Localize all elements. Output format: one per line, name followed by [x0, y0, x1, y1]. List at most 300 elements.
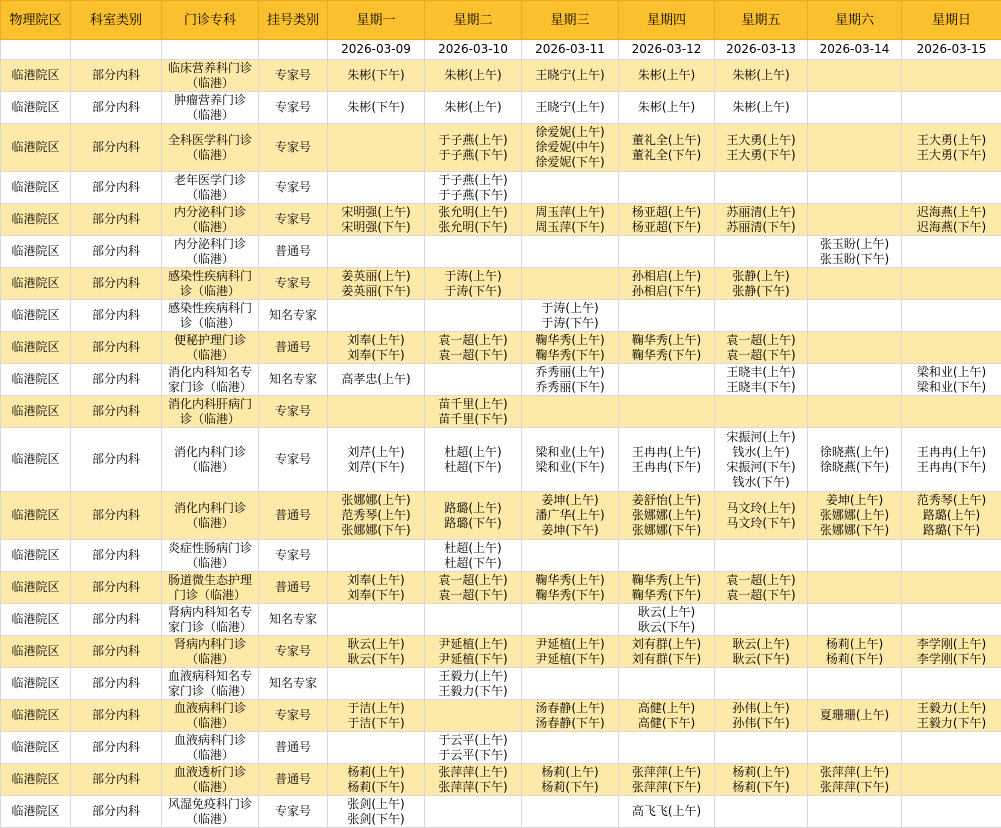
- doctor-shift: 刘有群(下午): [619, 652, 714, 667]
- schedule-cell-saturday: [808, 604, 902, 636]
- schedule-cell-saturday: [808, 396, 902, 428]
- date-wednesday: 2026-03-11: [522, 40, 619, 60]
- schedule-cell-saturday: [808, 732, 902, 764]
- table-row: [1, 332, 1001, 364]
- schedule-cell-friday: [715, 60, 808, 92]
- category-cell: 部分内科: [71, 492, 162, 540]
- category-cell: 部分内科: [71, 604, 162, 636]
- header-wednesday: 星期三: [522, 1, 619, 40]
- doctor-shift: 高健(上午): [619, 701, 714, 716]
- clinic-cell: [162, 60, 259, 92]
- table-row: [1, 636, 1001, 668]
- doctor-shift: 朱彬(上午): [425, 68, 521, 83]
- doctor-shift: 徐爱妮(下午): [522, 155, 618, 170]
- reg-type-cell: 普通号: [259, 332, 328, 364]
- header-campus: 物理院区: [1, 1, 71, 40]
- clinic-name-line: 诊（临港）: [162, 412, 258, 427]
- reg-type-cell: 普通号: [259, 764, 328, 796]
- schedule-cell-friday: [715, 572, 808, 604]
- schedule-cell-wednesday: [522, 700, 619, 732]
- schedule-cell-tuesday: [425, 764, 522, 796]
- schedule-cell-monday: [328, 204, 425, 236]
- table-row: [1, 236, 1001, 268]
- doctor-shift: 苏丽清(上午): [715, 205, 807, 220]
- doctor-shift: 张剑(上午): [328, 797, 424, 812]
- schedule-cell-wednesday: [522, 364, 619, 396]
- schedule-cell-thursday: [619, 268, 715, 300]
- schedule-cell-wednesday: [522, 636, 619, 668]
- doctor-shift: 马文玲(下午): [715, 516, 807, 531]
- doctor-shift: 路璐(上午): [902, 508, 1001, 523]
- schedule-cell-thursday: [619, 364, 715, 396]
- campus-cell: 临港院区: [1, 668, 71, 700]
- schedule-cell-friday: [715, 300, 808, 332]
- campus-cell: 临港院区: [1, 572, 71, 604]
- clinic-name-line: （临港）: [162, 460, 258, 475]
- clinic-name-line: 临床营养科门诊: [162, 61, 258, 76]
- schedule-cell-wednesday: [522, 268, 619, 300]
- schedule-cell-saturday: [808, 572, 902, 604]
- doctor-shift: 苗千里(下午): [425, 412, 521, 427]
- campus-cell: 临港院区: [1, 124, 71, 172]
- schedule-cell-monday: [328, 668, 425, 700]
- doctor-shift: 于洁(上午): [328, 701, 424, 716]
- schedule-cell-tuesday: [425, 732, 522, 764]
- schedule-cell-wednesday: [522, 732, 619, 764]
- doctor-shift: 袁一超(下午): [425, 588, 521, 603]
- schedule-cell-sunday: [902, 124, 1001, 172]
- clinic-cell: [162, 572, 259, 604]
- doctor-shift: 刘奉(下午): [328, 348, 424, 363]
- category-cell: 部分内科: [71, 636, 162, 668]
- schedule-cell-tuesday: [425, 60, 522, 92]
- doctor-shift: 杨莉(上午): [522, 765, 618, 780]
- schedule-cell-saturday: [808, 668, 902, 700]
- doctor-shift: 张萍萍(上午): [619, 765, 714, 780]
- schedule-cell-thursday: [619, 604, 715, 636]
- doctor-shift: 王大勇(上午): [902, 133, 1001, 148]
- schedule-cell-monday: [328, 236, 425, 268]
- doctor-shift: 袁一超(下午): [715, 348, 807, 363]
- doctor-shift: 杨亚超(上午): [619, 205, 714, 220]
- campus-cell: 临港院区: [1, 172, 71, 204]
- clinic-name-line: （临港）: [162, 748, 258, 763]
- doctor-shift: 袁一超(上午): [425, 573, 521, 588]
- schedule-cell-tuesday: [425, 364, 522, 396]
- schedule-cell-thursday: [619, 396, 715, 428]
- schedule-cell-monday: [328, 572, 425, 604]
- schedule-cell-sunday: [902, 396, 1001, 428]
- category-cell: 部分内科: [71, 668, 162, 700]
- clinic-name-line: 感染性疾病科门: [162, 301, 258, 316]
- schedule-cell-tuesday: [425, 172, 522, 204]
- category-cell: 部分内科: [71, 92, 162, 124]
- schedule-cell-sunday: [902, 332, 1001, 364]
- clinic-name-line: 消化内科门诊: [162, 501, 258, 516]
- doctor-shift: 于涛(下午): [425, 284, 521, 299]
- doctor-shift: 鞠华秀(下午): [619, 588, 714, 603]
- reg-type-cell: 普通号: [259, 732, 328, 764]
- clinic-name-line: 老年医学门诊: [162, 173, 258, 188]
- clinic-cell: [162, 124, 259, 172]
- clinic-name-line: （临港）: [162, 516, 258, 531]
- doctor-shift: 梁和业(上午): [902, 365, 1001, 380]
- doctor-shift: 梁和业(下午): [522, 460, 618, 475]
- schedule-cell-tuesday: [425, 300, 522, 332]
- doctor-shift: 鞠华秀(上午): [522, 333, 618, 348]
- schedule-cell-thursday: [619, 60, 715, 92]
- schedule-cell-friday: [715, 492, 808, 540]
- clinic-name-line: （临港）: [162, 252, 258, 267]
- campus-cell: 临港院区: [1, 396, 71, 428]
- doctor-shift: 于子燕(上午): [425, 173, 521, 188]
- doctor-shift: 徐爱妮(上午): [522, 125, 618, 140]
- clinic-name-line: 炎症性肠病门诊: [162, 541, 258, 556]
- header-sunday: 星期日: [902, 1, 1001, 40]
- date-blank: [1, 40, 71, 60]
- header-reg-type: 挂号类别: [259, 1, 328, 40]
- doctor-shift: 杨亚超(下午): [619, 220, 714, 235]
- schedule-cell-monday: [328, 172, 425, 204]
- doctor-shift: 李学刚(下午): [902, 652, 1001, 667]
- clinic-name-line: 家门诊（临港）: [162, 684, 258, 699]
- reg-type-cell: 专家号: [259, 636, 328, 668]
- campus-cell: 临港院区: [1, 700, 71, 732]
- clinic-name-line: 门诊（临港）: [162, 588, 258, 603]
- schedule-cell-tuesday: [425, 796, 522, 828]
- schedule-cell-tuesday: [425, 428, 522, 492]
- schedule-cell-thursday: [619, 764, 715, 796]
- doctor-shift: 苏丽清(下午): [715, 220, 807, 235]
- doctor-shift: 杨莉(下午): [522, 780, 618, 795]
- doctor-shift: 刘奉(下午): [328, 588, 424, 603]
- doctor-shift: 朱彬(下午): [328, 100, 424, 115]
- doctor-shift: 张剑(下午): [328, 812, 424, 827]
- doctor-shift: 王冉冉(上午): [902, 445, 1001, 460]
- table-row: [1, 92, 1001, 124]
- doctor-shift: 范秀琴(上午): [902, 493, 1001, 508]
- schedule-cell-monday: [328, 124, 425, 172]
- schedule-cell-tuesday: [425, 604, 522, 636]
- clinic-cell: [162, 540, 259, 572]
- schedule-cell-tuesday: [425, 396, 522, 428]
- schedule-cell-saturday: [808, 700, 902, 732]
- schedule-cell-saturday: [808, 300, 902, 332]
- doctor-shift: 张娜娜(下午): [808, 523, 901, 538]
- doctor-shift: 杜超(上午): [425, 445, 521, 460]
- doctor-shift: 路璐(下午): [902, 523, 1001, 538]
- schedule-cell-friday: [715, 604, 808, 636]
- schedule-cell-friday: [715, 396, 808, 428]
- schedule-cell-monday: [328, 796, 425, 828]
- clinic-name-line: （临港）: [162, 652, 258, 667]
- reg-type-cell: 普通号: [259, 236, 328, 268]
- schedule-cell-friday: [715, 428, 808, 492]
- doctor-shift: 耿云(上午): [328, 637, 424, 652]
- clinic-name-line: 内分泌科门诊: [162, 237, 258, 252]
- schedule-cell-sunday: [902, 604, 1001, 636]
- clinic-name-line: 肾病内科知名专: [162, 605, 258, 620]
- schedule-cell-sunday: [902, 300, 1001, 332]
- category-cell: 部分内科: [71, 428, 162, 492]
- doctor-shift: 王晓丰(下午): [715, 380, 807, 395]
- reg-type-cell: 知名专家: [259, 300, 328, 332]
- doctor-shift: 袁一超(下午): [715, 588, 807, 603]
- doctor-shift: 袁一超(上午): [425, 333, 521, 348]
- clinic-cell: [162, 764, 259, 796]
- doctor-shift: 鞠华秀(上午): [619, 573, 714, 588]
- doctor-shift: 张娜娜(下午): [619, 523, 714, 538]
- schedule-cell-saturday: [808, 764, 902, 796]
- doctor-shift: 潘广华(上午): [522, 508, 618, 523]
- category-cell: 部分内科: [71, 124, 162, 172]
- doctor-shift: 杜超(下午): [425, 556, 521, 571]
- schedule-cell-tuesday: [425, 268, 522, 300]
- table-row: [1, 396, 1001, 428]
- doctor-shift: 杨莉(下午): [328, 780, 424, 795]
- schedule-cell-wednesday: [522, 332, 619, 364]
- campus-cell: 临港院区: [1, 796, 71, 828]
- campus-cell: 临港院区: [1, 540, 71, 572]
- schedule-cell-sunday: [902, 92, 1001, 124]
- schedule-cell-wednesday: [522, 428, 619, 492]
- table-row: [1, 428, 1001, 492]
- doctor-shift: 朱彬(上午): [619, 68, 714, 83]
- schedule-cell-sunday: [902, 700, 1001, 732]
- schedule-cell-friday: [715, 636, 808, 668]
- reg-type-cell: 普通号: [259, 572, 328, 604]
- doctor-shift: 于洁(下午): [328, 716, 424, 731]
- campus-cell: 临港院区: [1, 300, 71, 332]
- clinic-name-line: （临港）: [162, 812, 258, 827]
- schedule-cell-wednesday: [522, 124, 619, 172]
- doctor-shift: 张玉盼(下午): [808, 252, 901, 267]
- reg-type-cell: 专家号: [259, 268, 328, 300]
- schedule-cell-thursday: [619, 700, 715, 732]
- date-thursday: 2026-03-12: [619, 40, 715, 60]
- clinic-name-line: （临港）: [162, 716, 258, 731]
- doctor-shift: 刘奉(上午): [328, 573, 424, 588]
- table-row: [1, 124, 1001, 172]
- doctor-shift: 刘芹(下午): [328, 460, 424, 475]
- campus-cell: 临港院区: [1, 428, 71, 492]
- clinic-cell: [162, 204, 259, 236]
- schedule-cell-wednesday: [522, 796, 619, 828]
- schedule-cell-thursday: [619, 428, 715, 492]
- reg-type-cell: 专家号: [259, 204, 328, 236]
- schedule-cell-saturday: [808, 796, 902, 828]
- clinic-cell: [162, 396, 259, 428]
- clinic-name-line: 风湿免疫科门诊: [162, 797, 258, 812]
- clinic-cell: [162, 300, 259, 332]
- clinic-cell: [162, 604, 259, 636]
- schedule-cell-saturday: [808, 124, 902, 172]
- doctor-shift: 尹延植(上午): [425, 637, 521, 652]
- date-tuesday: 2026-03-10: [425, 40, 522, 60]
- schedule-cell-monday: [328, 332, 425, 364]
- doctor-shift: 耿云(下午): [715, 652, 807, 667]
- category-cell: 部分内科: [71, 236, 162, 268]
- clinic-cell: [162, 92, 259, 124]
- schedule-cell-thursday: [619, 204, 715, 236]
- doctor-shift: 董礼全(下午): [619, 148, 714, 163]
- doctor-shift: 徐晓燕(下午): [808, 460, 901, 475]
- schedule-cell-sunday: [902, 204, 1001, 236]
- doctor-shift: 宋明强(下午): [328, 220, 424, 235]
- doctor-shift: 周玉萍(上午): [522, 205, 618, 220]
- clinic-name-line: （临港）: [162, 780, 258, 795]
- schedule-cell-thursday: [619, 540, 715, 572]
- schedule-cell-friday: [715, 700, 808, 732]
- schedule-cell-friday: [715, 668, 808, 700]
- doctor-shift: 王大勇(下午): [715, 148, 807, 163]
- doctor-shift: 杨莉(上午): [715, 765, 807, 780]
- schedule-cell-saturday: [808, 92, 902, 124]
- schedule-cell-sunday: [902, 764, 1001, 796]
- date-blank: [71, 40, 162, 60]
- reg-type-cell: 专家号: [259, 796, 328, 828]
- schedule-cell-saturday: [808, 332, 902, 364]
- clinic-name-line: （临港）: [162, 148, 258, 163]
- doctor-shift: 于子燕(上午): [425, 133, 521, 148]
- schedule-cell-saturday: [808, 364, 902, 396]
- schedule-cell-sunday: [902, 268, 1001, 300]
- campus-cell: 临港院区: [1, 636, 71, 668]
- doctor-shift: 张萍萍(上午): [425, 765, 521, 780]
- doctor-shift: 姜坤(上午): [522, 493, 618, 508]
- campus-cell: 临港院区: [1, 268, 71, 300]
- doctor-shift: 杨莉(下午): [715, 780, 807, 795]
- category-cell: 部分内科: [71, 268, 162, 300]
- schedule-cell-thursday: [619, 636, 715, 668]
- schedule-cell-tuesday: [425, 572, 522, 604]
- doctor-shift: 徐爱妮(中午): [522, 140, 618, 155]
- schedule-cell-tuesday: [425, 492, 522, 540]
- table-row: [1, 572, 1001, 604]
- schedule-cell-saturday: [808, 172, 902, 204]
- doctor-shift: 汤春静(下午): [522, 716, 618, 731]
- campus-cell: 临港院区: [1, 60, 71, 92]
- schedule-cell-friday: [715, 204, 808, 236]
- clinic-cell: [162, 236, 259, 268]
- reg-type-cell: 知名专家: [259, 364, 328, 396]
- schedule-cell-saturday: [808, 268, 902, 300]
- table-row: [1, 268, 1001, 300]
- reg-type-cell: 专家号: [259, 700, 328, 732]
- category-cell: 部分内科: [71, 572, 162, 604]
- doctor-shift: 路璐(上午): [425, 501, 521, 516]
- doctor-shift: 耿云(下午): [619, 620, 714, 635]
- doctor-shift: 路璐(下午): [425, 516, 521, 531]
- doctor-shift: 王冉冉(下午): [619, 460, 714, 475]
- schedule-cell-thursday: [619, 236, 715, 268]
- table-row: [1, 364, 1001, 396]
- schedule-cell-monday: [328, 92, 425, 124]
- schedule-cell-friday: [715, 364, 808, 396]
- clinic-name-line: 血液病科门诊: [162, 701, 258, 716]
- clinic-name-line: 诊（临港）: [162, 284, 258, 299]
- schedule-cell-monday: [328, 604, 425, 636]
- doctor-shift: 鞠华秀(下午): [619, 348, 714, 363]
- schedule-cell-thursday: [619, 300, 715, 332]
- doctor-shift: 于涛(上午): [425, 269, 521, 284]
- clinic-cell: [162, 268, 259, 300]
- reg-type-cell: 专家号: [259, 428, 328, 492]
- doctor-shift: 耿云(上午): [715, 637, 807, 652]
- category-cell: 部分内科: [71, 60, 162, 92]
- clinic-cell: [162, 796, 259, 828]
- clinic-name-line: （临港）: [162, 76, 258, 91]
- doctor-shift: 张萍萍(下午): [808, 780, 901, 795]
- reg-type-cell: 知名专家: [259, 668, 328, 700]
- category-cell: 部分内科: [71, 396, 162, 428]
- schedule-cell-sunday: [902, 236, 1001, 268]
- clinic-name-line: 血液透析门诊: [162, 765, 258, 780]
- schedule-cell-tuesday: [425, 204, 522, 236]
- clinic-name-line: 消化内科肝病门: [162, 397, 258, 412]
- doctor-shift: 张娜娜(上午): [328, 493, 424, 508]
- schedule-cell-saturday: [808, 540, 902, 572]
- clinic-name-line: 肠道微生态护理: [162, 573, 258, 588]
- doctor-shift: 宋振河(上午): [715, 430, 807, 445]
- doctor-shift: 姜舒怡(上午): [619, 493, 714, 508]
- schedule-cell-tuesday: [425, 636, 522, 668]
- schedule-cell-monday: [328, 492, 425, 540]
- table-row: [1, 732, 1001, 764]
- schedule-cell-thursday: [619, 732, 715, 764]
- doctor-shift: 鞠华秀(下午): [522, 348, 618, 363]
- reg-type-cell: 普通号: [259, 492, 328, 540]
- schedule-cell-monday: [328, 268, 425, 300]
- clinic-cell: [162, 172, 259, 204]
- schedule-cell-sunday: [902, 732, 1001, 764]
- doctor-shift: 朱彬(上午): [619, 100, 714, 115]
- clinic-cell: [162, 492, 259, 540]
- schedule-cell-friday: [715, 332, 808, 364]
- schedule-cell-wednesday: [522, 396, 619, 428]
- category-cell: 部分内科: [71, 540, 162, 572]
- header-clinic: 门诊专科: [162, 1, 259, 40]
- schedule-cell-saturday: [808, 428, 902, 492]
- campus-cell: 临港院区: [1, 204, 71, 236]
- campus-cell: 临港院区: [1, 732, 71, 764]
- doctor-shift: 孙相启(下午): [619, 284, 714, 299]
- schedule-cell-monday: [328, 428, 425, 492]
- schedule-cell-tuesday: [425, 332, 522, 364]
- schedule-cell-thursday: [619, 332, 715, 364]
- doctor-shift: 王冉冉(上午): [619, 445, 714, 460]
- doctor-shift: 张玉盼(上午): [808, 237, 901, 252]
- schedule-cell-sunday: [902, 636, 1001, 668]
- table-row: [1, 492, 1001, 540]
- doctor-shift: 李学刚(上午): [902, 637, 1001, 652]
- doctor-shift: 朱彬(上午): [425, 100, 521, 115]
- doctor-shift: 迟海燕(下午): [902, 220, 1001, 235]
- clinic-cell: [162, 732, 259, 764]
- category-cell: 部分内科: [71, 300, 162, 332]
- schedule-cell-wednesday: [522, 300, 619, 332]
- doctor-shift: 苗千里(上午): [425, 397, 521, 412]
- schedule-cell-sunday: [902, 796, 1001, 828]
- campus-cell: 临港院区: [1, 604, 71, 636]
- schedule-cell-wednesday: [522, 60, 619, 92]
- date-friday: 2026-03-13: [715, 40, 808, 60]
- header-tuesday: 星期二: [425, 1, 522, 40]
- campus-cell: 临港院区: [1, 332, 71, 364]
- doctor-shift: 孙伟(上午): [715, 701, 807, 716]
- doctor-shift: 夏珊珊(上午): [808, 708, 901, 723]
- doctor-shift: 尹延植(下午): [425, 652, 521, 667]
